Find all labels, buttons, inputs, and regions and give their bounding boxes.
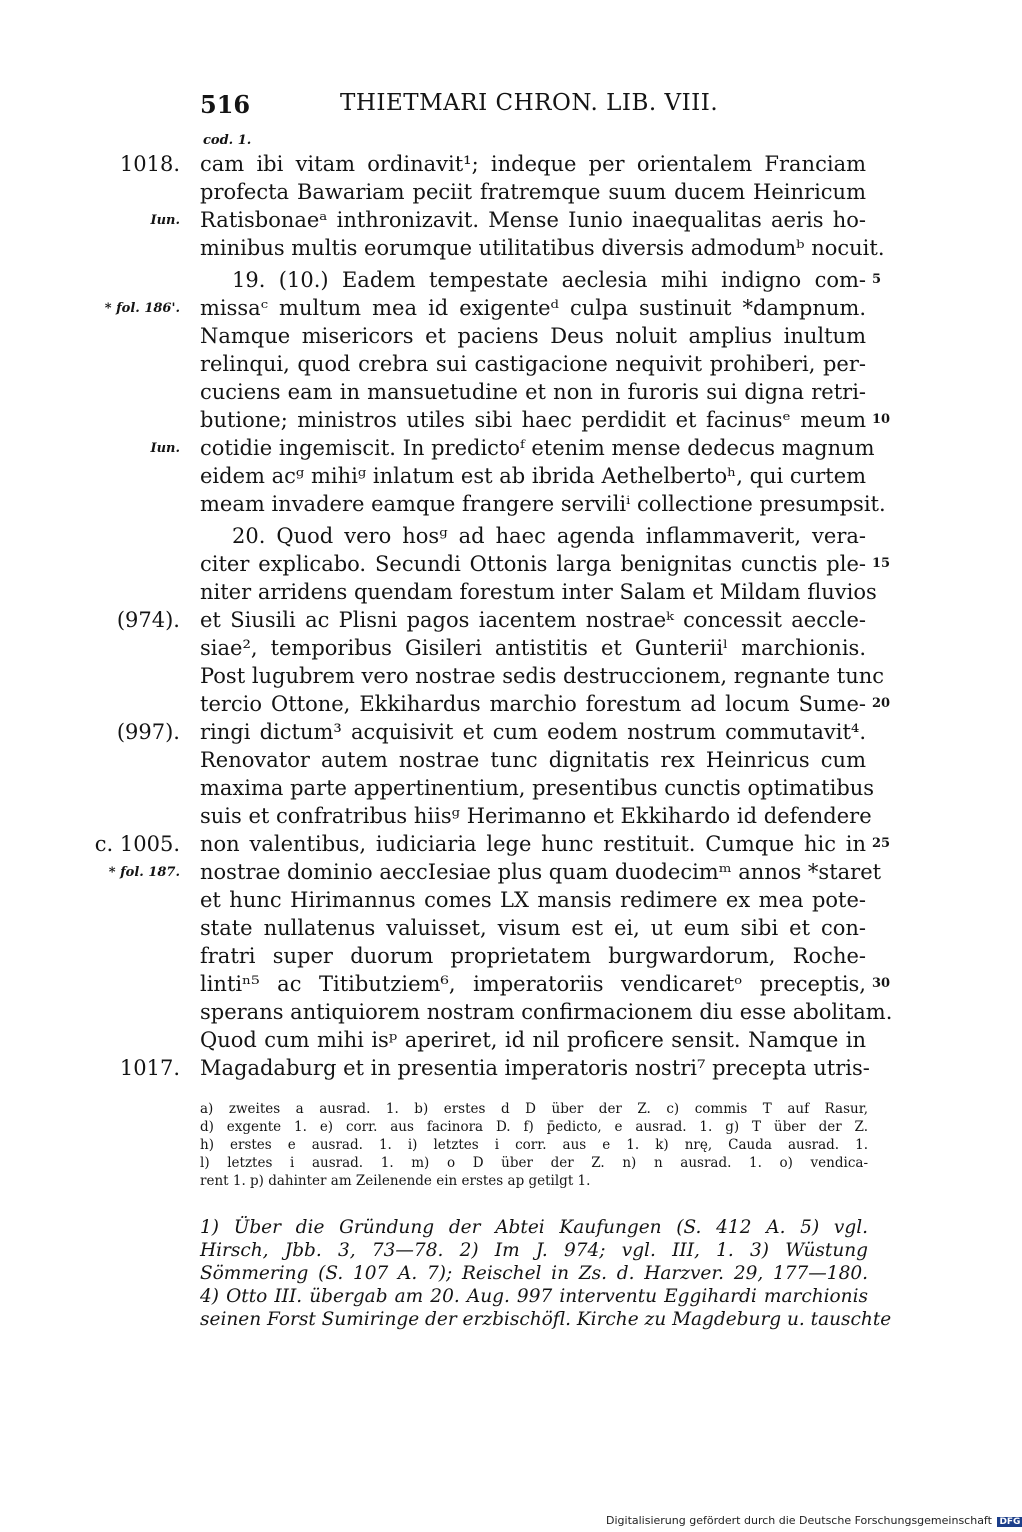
- text-line: [0, 324, 1000, 350]
- apparatus-line: d) exgente 1. e) corr. aus facinora D. f) p̄edicto, e ausrad. 1. g) T über der Z.: [200, 1119, 868, 1135]
- line-text: cam ibi vitam ordinavit¹; indeque per orientalem Franciam: [200, 152, 866, 176]
- text-line: [0, 664, 1000, 690]
- critical-apparatus: [200, 1100, 868, 1190]
- digitization-credit: [606, 1514, 1022, 1527]
- text-line: [0, 1028, 1000, 1054]
- line-text: Quod cum mihi isᵖ aperiret, id nil proficere sensit. Namque in: [200, 1028, 866, 1052]
- running-title: THIETMARI CHRON. LIB. VIII.: [340, 90, 719, 116]
- text-line: [0, 1056, 1000, 1082]
- text-line: [0, 208, 1000, 234]
- line-text: niter arridens quendam forestum inter Salam et Mildam fluvios: [200, 580, 877, 604]
- text-line: [0, 408, 1000, 434]
- line-text: profecta Bawariam peciit fratremque suum ducem Heinricum: [200, 180, 866, 204]
- margin-year: (997).: [116, 720, 180, 744]
- line-text: et hunc Hirimannus comes LX mansis redimere ex mea pote-: [200, 888, 866, 912]
- line-text: state nullatenus valuisset, visum est ei, ut eum sibi et con-: [200, 916, 866, 940]
- line-number: 10: [872, 412, 891, 427]
- line-text: butione; ministros utiles sibi haec perdidit et facinusᵉ meum: [200, 408, 866, 432]
- footnotes: [200, 1216, 892, 1331]
- footnote-line: Sömmering (S. 107 A. 7); Reischel in Zs. d. Harzver. 29, 177—180.: [200, 1263, 868, 1284]
- credit-text: Digitalisierung gefördert durch die Deutsche Forschungsgemeinschaft: [606, 1514, 992, 1527]
- running-header: [0, 90, 1000, 126]
- text-line: [0, 380, 1000, 406]
- line-text: Magadaburg et in presentia imperatoris nostri⁷ precepta utris-: [200, 1056, 870, 1080]
- line-text: Ratisbonaeᵃ inthronizavit. Mense Iunio inaequalitas aeris ho-: [200, 208, 866, 232]
- text-line: [0, 464, 1000, 490]
- footnote-line: 4) Otto III. übergab am 20. Aug. 997 interventu Eggihardi marchionis: [200, 1286, 868, 1307]
- line-number: 5: [872, 272, 882, 287]
- margin-month: Iun.: [150, 213, 180, 228]
- text-line: [0, 180, 1000, 206]
- line-text: ringi dictum³ acquisivit et cum eodem nostrum commutavit⁴.: [200, 720, 866, 744]
- line-text: cotidie ingemiscit. In predictoᶠ etenim mense dedecus magnum: [200, 436, 875, 460]
- text-line: [0, 1000, 1000, 1026]
- line-number: 30: [872, 976, 891, 991]
- text-line: [0, 552, 1000, 578]
- footnote-line: 1) Über die Gründung der Abtei Kaufungen (S. 412 A. 5) vgl.: [200, 1217, 868, 1238]
- margin-year: 1018.: [119, 152, 180, 176]
- text-line: [0, 492, 1000, 518]
- line-text: suis et confratribus hiisᵍ Herimanno et Ekkihardo id defendere: [200, 804, 872, 828]
- margin-year: (974).: [116, 608, 180, 632]
- line-text: sperans antiquiorem nostram confirmacionem diu esse abolitam.: [200, 1000, 893, 1024]
- text-line: [0, 692, 1000, 718]
- text-line: [0, 776, 1000, 802]
- line-number: 25: [872, 836, 891, 851]
- line-text: relinqui, quod crebra sui castigacione nequivit prohiberi, per-: [200, 352, 866, 376]
- text-line: [0, 832, 1000, 858]
- line-text: siae², temporibus Gisileri antistitis et Gunteriiˡ marchionis.: [200, 636, 866, 660]
- text-line: [0, 236, 1000, 262]
- line-text: et Siusili ac Plisni pagos iacentem nostraeᵏ concessit aeccle-: [200, 608, 866, 632]
- text-line: [0, 860, 1000, 886]
- apparatus-line: rent 1. p) dahinter am Zeilenende ein erstes ap getilgt 1.: [200, 1173, 591, 1189]
- margin-folio: * fol. 187.: [108, 865, 180, 880]
- footnote-line: seinen Forst Sumiringe der erzbischöfl. Kirche zu Magdeburg u. tauschte: [200, 1309, 892, 1330]
- apparatus-line: h) erstes e ausrad. 1. i) letztes i corr. aus e 1. k) nrę, Cauda ausrad. 1.: [200, 1137, 868, 1153]
- text-line: [0, 748, 1000, 774]
- line-text: 20. Quod vero hosᵍ ad haec agenda inflammaverit, vera-: [232, 524, 866, 548]
- margin-year: c. 1005.: [94, 832, 180, 856]
- margin-year: 1017.: [119, 1056, 180, 1080]
- text-line: [0, 352, 1000, 378]
- line-text: fratri super duorum proprietatem burgwardorum, Roche-: [200, 944, 866, 968]
- text-line: [0, 720, 1000, 746]
- line-text: Namque misericors et paciens Deus noluit amplius inultum: [200, 324, 866, 348]
- line-text: cuciens eam in mansuetudine et non in furoris sui digna retri-: [200, 380, 866, 404]
- text-line: [0, 580, 1000, 606]
- text-line: [0, 268, 1000, 294]
- text-line: [0, 944, 1000, 970]
- margin-month: Iun.: [150, 441, 180, 456]
- text-line: [0, 436, 1000, 462]
- line-text: citer explicabo. Secundi Ottonis larga benignitas cunctis ple-: [200, 552, 866, 576]
- apparatus-line: a) zweites a ausrad. 1. b) erstes d D über der Z. c) commis T auf Rasur,: [200, 1101, 868, 1117]
- line-text: minibus multis eorumque utilitatibus diversis admodumᵇ nocuit.: [200, 236, 885, 260]
- text-line: [0, 916, 1000, 942]
- text-line: [0, 888, 1000, 914]
- text-line: [0, 608, 1000, 634]
- line-text: Renovator autem nostrae tunc dignitatis rex Heinricus cum: [200, 748, 866, 772]
- line-text: non valentibus, iudiciaria lege hunc restituit. Cumque hic in: [200, 832, 866, 856]
- footnote-line: Hirsch, Jbb. 3, 73—78. 2) Im J. 974; vgl. III, 1. 3) Wüstung: [200, 1240, 868, 1261]
- line-text: Post lugubrem vero nostrae sedis destruccionem, regnante tunc: [200, 664, 885, 688]
- text-line: [0, 152, 1000, 178]
- line-text: maxima parte appertinentium, presentibus cunctis optimatibus: [200, 776, 875, 800]
- text-line: [0, 972, 1000, 998]
- text-line: [0, 296, 1000, 322]
- text-line: [0, 524, 1000, 550]
- page-number: 516: [200, 90, 251, 119]
- line-text: tercio Ottone, Ekkihardus marchio forestum ad locum Sume-: [200, 692, 866, 716]
- line-number: 20: [872, 696, 891, 711]
- line-text: eidem acᵍ mihiᵍ inlatum est ab ibrida Aethelbertoʰ, qui curtem: [200, 464, 867, 488]
- text-line: [0, 636, 1000, 662]
- line-text: lintiⁿ⁵ ac Titibutziem⁶, imperatoriis vendicaretᵒ preceptis,: [200, 972, 866, 996]
- text-line: [0, 804, 1000, 830]
- margin-folio: * fol. 186'.: [104, 301, 180, 316]
- line-text: 19. (10.) Eadem tempestate aeclesia mihi indigno com-: [232, 268, 866, 292]
- line-text: meam invadere eamque frangere serviliⁱ collectione presumpsit.: [200, 492, 886, 516]
- dfg-logo: DFG: [999, 1517, 1021, 1527]
- line-number: 15: [872, 556, 891, 571]
- line-text: missaᶜ multum mea id exigenteᵈ culpa sustinuit *dampnum.: [200, 296, 866, 320]
- cod-label: cod. 1.: [203, 133, 252, 148]
- line-text: nostrae dominio aeccIesiae plus quam duodecimᵐ annos *staret: [200, 860, 882, 884]
- apparatus-line: l) letztes i ausrad. 1. m) o D über der Z. n) n ausrad. 1. o) vendica-: [200, 1155, 868, 1171]
